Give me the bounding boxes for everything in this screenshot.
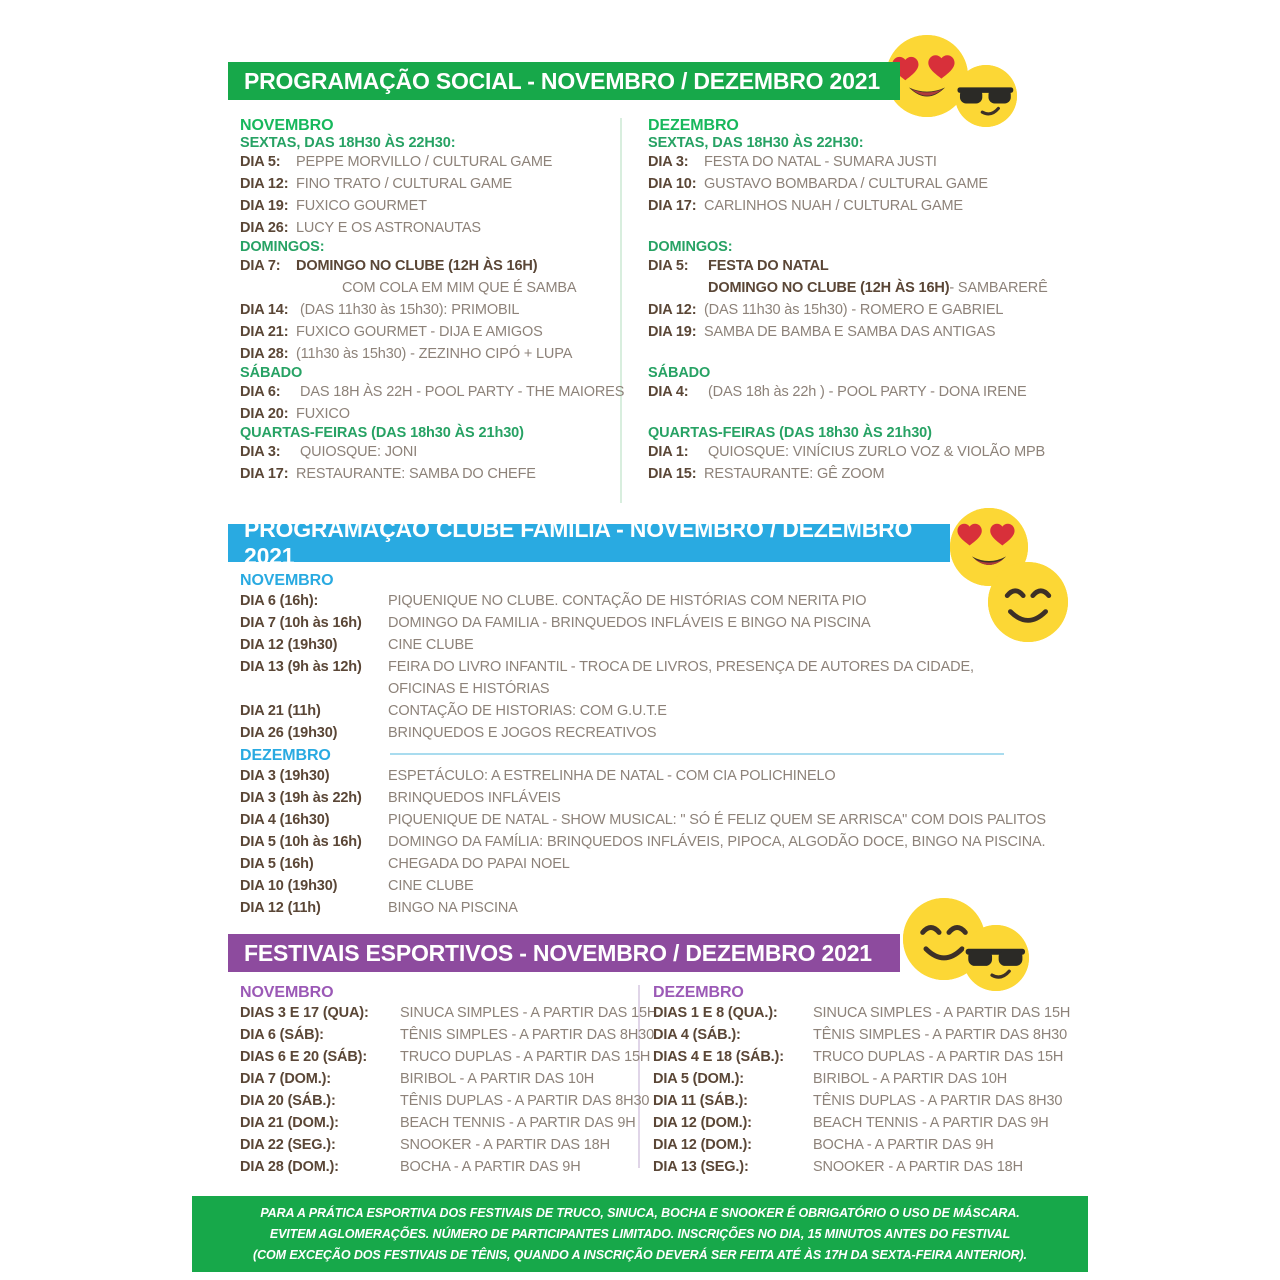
schedule-row (648, 321, 1048, 343)
schedule-row (240, 787, 1060, 809)
schedule-row (240, 809, 1060, 831)
day-label: DIA 5 (10h às 16h) (240, 834, 362, 850)
day-label: DIA 12 (DOM.): (653, 1115, 752, 1131)
schedule-row (240, 441, 620, 463)
schedule-row (240, 1090, 650, 1112)
day-label: DIA 21: (240, 324, 289, 340)
day-label: DIA 12: (648, 302, 697, 318)
schedule-row (240, 321, 620, 343)
day-label: DIA 12 (DOM.): (653, 1137, 752, 1153)
event-text: PEPPE MORVILLO / CULTURAL GAME (296, 154, 553, 170)
event-text: SINUCA SIMPLES - A PARTIR DAS 15H (813, 1005, 1071, 1021)
schedule-row (648, 173, 1048, 195)
event-subtext: OFICINAS E HISTÓRIAS (388, 681, 550, 697)
month-label: NOVEMBRO (240, 117, 334, 134)
day-label: DIA 4 (16h30) (240, 812, 330, 828)
schedule-row (240, 1002, 658, 1024)
month-label: DEZEMBRO (653, 984, 744, 1001)
day-label: DIA 17: (240, 466, 289, 482)
event-text: BRINQUEDOS INFLÁVEIS (388, 790, 561, 806)
event-text: (DAS 18h às 22h ) - POOL PARTY - DONA IRENE (708, 384, 1027, 400)
day-label: DIAS 4 E 18 (SÁB.): (653, 1049, 784, 1065)
footer-line-1: PARA A PRÁTICA ESPORTIVA DOS FESTIVAIS DE TRUCO, SINUCA, BOCHA E SNOOKER É OBRIGATÓRIO O USO DE MÁSCARA. (260, 1205, 1020, 1220)
event-text: TÊNIS SIMPLES - A PARTIR DAS 8H30 (400, 1027, 654, 1043)
event-text: FUXICO GOURMET (296, 198, 427, 214)
event-text: PIQUENIQUE NO CLUBE. CONTAÇÃO DE HISTÓRIAS COM NERITA PIO (388, 593, 867, 609)
schedule-row (240, 381, 625, 403)
day-label: DIA 6 (16h): (240, 593, 319, 609)
schedule-subrow (240, 277, 620, 299)
event-text: BIRIBOL - A PARTIR DAS 10H (813, 1071, 1008, 1087)
event-text: SINUCA SIMPLES - A PARTIR DAS 15H (400, 1005, 658, 1021)
schedule-row (648, 255, 1048, 277)
footer-line-3: (COM EXCEÇÃO DOS FESTIVAIS DE TÊNIS, QUANDO A INSCRIÇÃO DEVERÁ SER FEITA ATÉ ÀS 17H DA SEXTA-FEIRA ANTERIOR). (253, 1247, 1027, 1262)
month-label: NOVEMBRO (240, 984, 334, 1001)
schedule-row (240, 151, 620, 173)
event-text: GUSTAVO BOMBARDA / CULTURAL GAME (704, 176, 988, 192)
day-label: DIA 10 (19h30) (240, 878, 338, 894)
day-label: DIA 10: (648, 176, 697, 192)
event-text: BINGO NA PISCINA (388, 900, 518, 916)
event-subtext-rest: - SAMBARERÊ (949, 280, 1048, 296)
day-label: DIA 11 (SÁB.): (653, 1093, 748, 1109)
day-label: DIA 3: (648, 154, 689, 170)
festivais-column-novembro (240, 984, 658, 1178)
schedule-row (240, 612, 1040, 634)
section-header-social (228, 62, 900, 100)
schedule-row (653, 1046, 1064, 1068)
schedule-row (648, 299, 1048, 321)
event-text: BRINQUEDOS E JOGOS RECREATIVOS (388, 725, 657, 741)
day-label: DIA 7 (DOM.): (240, 1071, 331, 1087)
schedule-subrow (648, 277, 1048, 299)
event-text: BIRIBOL - A PARTIR DAS 10H (400, 1071, 595, 1087)
event-text: FUXICO (296, 406, 350, 422)
event-text: TRUCO DUPLAS - A PARTIR DAS 15H (813, 1049, 1064, 1065)
schedule-row (240, 722, 1040, 744)
day-label: DIA 3: (240, 444, 281, 460)
day-label: DIA 21 (DOM.): (240, 1115, 339, 1131)
event-text: SNOOKER - A PARTIR DAS 18H (813, 1159, 1023, 1175)
day-label: DIA 6: (240, 384, 281, 400)
block-head: DOMINGOS: (240, 239, 325, 255)
schedule-row (240, 217, 620, 239)
schedule-row (240, 1156, 630, 1178)
event-text: CHEGADA DO PAPAI NOEL (388, 856, 570, 872)
event-text: TRUCO DUPLAS - A PARTIR DAS 15H (400, 1049, 651, 1065)
event-text: QUIOSQUE: JONI (300, 444, 418, 460)
day-label: DIA 5 (16h) (240, 856, 314, 872)
schedule-row (653, 1112, 1053, 1134)
day-label: DIA 12 (19h30) (240, 637, 338, 653)
schedule-row (240, 853, 1060, 875)
day-label: DIA 21 (11h) (240, 703, 321, 719)
section-title-festivais: FESTIVAIS ESPORTIVOS - NOVEMBRO / DEZEMBRO 2021 (244, 939, 872, 966)
schedule-row (240, 831, 1060, 853)
month-label: NOVEMBRO (240, 572, 334, 589)
event-text: QUIOSQUE: VINÍCIUS ZURLO VOZ & VIOLÃO MPB (708, 444, 1046, 460)
schedule-row (240, 255, 620, 277)
event-text: SAMBA DE BAMBA E SAMBA DAS ANTIGAS (704, 324, 996, 340)
schedule-row (648, 441, 1048, 463)
event-text: SNOOKER - A PARTIR DAS 18H (400, 1137, 610, 1153)
schedule-row (240, 634, 1040, 656)
day-label: DIA 28: (240, 346, 289, 362)
social-column-novembro (240, 117, 625, 485)
schedule-row (653, 1156, 1053, 1178)
day-label: DIA 7: (240, 258, 281, 274)
section-title-social: PROGRAMAÇÃO SOCIAL - NOVEMBRO / DEZEMBRO 2021 (244, 67, 880, 94)
event-text: ESPETÁCULO: A ESTRELINHA DE NATAL - COM CIA POLICHINELO (388, 768, 836, 784)
event-text: DOMINGO NO CLUBE (12H ÀS 16H) (296, 258, 538, 274)
event-text: CARLINHOS NUAH / CULTURAL GAME (704, 198, 963, 214)
social-column-dezembro (648, 117, 1048, 485)
event-subtext: COM COLA EM MIM QUE É SAMBA (342, 280, 577, 296)
event-text: RESTAURANTE: GÊ ZOOM (704, 466, 885, 482)
schedule-subrow (240, 678, 1040, 700)
event-text: CONTAÇÃO DE HISTORIAS: COM G.U.T.E (388, 703, 667, 719)
schedule-row (240, 1134, 630, 1156)
schedule-row (648, 463, 1048, 485)
day-label: DIA 26 (19h30) (240, 725, 338, 741)
schedule-row (648, 381, 1048, 403)
section-header-festivais (228, 934, 900, 972)
day-label: DIA 22 (SEG.): (240, 1137, 336, 1153)
event-text: BOCHA - A PARTIR DAS 9H (400, 1159, 581, 1175)
event-text: (11h30 às 15h30) - ZEZINHO CIPÓ + LUPA (296, 346, 573, 362)
schedule-row (240, 403, 620, 425)
event-text: TÊNIS DUPLAS - A PARTIR DAS 8H30 (400, 1093, 650, 1109)
event-text: CINE CLUBE (388, 637, 474, 653)
event-text: FESTA DO NATAL - SUMARA JUSTI (704, 154, 937, 170)
day-label: DIA 19: (240, 198, 289, 214)
day-label: DIA 13 (SEG.): (653, 1159, 749, 1175)
schedule-row (653, 1090, 1063, 1112)
day-label: DIA 20 (SÁB.): (240, 1093, 336, 1109)
day-label: DIA 3 (19h às 22h) (240, 790, 362, 806)
day-label: DIA 1: (648, 444, 689, 460)
block-head: SEXTAS, DAS 18H30 ÀS 22H30: (648, 135, 864, 151)
day-label: DIA 3 (19h30) (240, 768, 330, 784)
day-label: DIA 5: (648, 258, 689, 274)
section1-column-divider (620, 118, 622, 503)
familia-group-novembro (240, 572, 1040, 744)
day-label: DIA 17: (648, 198, 697, 214)
event-text: (DAS 11h30 às 15h30) - ROMERO E GABRIEL (704, 302, 1004, 318)
month-label: DEZEMBRO (240, 747, 331, 764)
schedule-row (648, 151, 1048, 173)
event-subtext-bold: DOMINGO NO CLUBE (12H ÀS 16H) (708, 280, 950, 296)
event-text: BOCHA - A PARTIR DAS 9H (813, 1137, 994, 1153)
day-label: DIA 14: (240, 302, 289, 318)
event-text: DAS 18H ÀS 22H - POOL PARTY - THE MAIORES (300, 384, 625, 400)
month-label: DEZEMBRO (648, 117, 739, 134)
footer-notice (192, 1196, 1088, 1272)
schedule-row (240, 765, 1060, 787)
familia-group-dezembro (240, 747, 1060, 919)
event-text: DOMINGO DA FAMILIA - BRINQUEDOS INFLÁVEIS E BINGO NA PISCINA (388, 615, 871, 631)
day-label: DIA 12 (11h) (240, 900, 321, 916)
footer-line-2: EVITEM AGLOMERAÇÕES. NÚMERO DE PARTICIPANTES LIMITADO. INSCRIÇÕES NO DIA, 15 MINUTOS ANTES DO FESTIVAL (269, 1226, 1011, 1241)
day-label: DIAS 3 E 17 (QUA): (240, 1005, 369, 1021)
day-label: DIA 7 (10h às 16h) (240, 615, 362, 631)
schedule-row (240, 299, 620, 321)
day-label: DIA 5 (DOM.): (653, 1071, 744, 1087)
schedule-row (240, 875, 1060, 897)
schedule-row (240, 700, 1040, 722)
event-text: BEACH TENNIS - A PARTIR DAS 9H (813, 1115, 1049, 1131)
block-head: DOMINGOS: (648, 239, 733, 255)
schedule-row (240, 1046, 651, 1068)
day-label: DIA 5: (240, 154, 281, 170)
schedule-row (240, 195, 620, 217)
event-text: CINE CLUBE (388, 878, 474, 894)
day-label: DIA 12: (240, 176, 289, 192)
event-text: TÊNIS DUPLAS - A PARTIR DAS 8H30 (813, 1093, 1063, 1109)
event-text: TÊNIS SIMPLES - A PARTIR DAS 8H30 (813, 1027, 1067, 1043)
event-text: RESTAURANTE: SAMBA DO CHEFE (296, 466, 536, 482)
day-label: DIA 20: (240, 406, 289, 422)
event-text: (DAS 11h30 às 15h30): PRIMOBIL (300, 302, 520, 318)
event-text: BEACH TENNIS - A PARTIR DAS 9H (400, 1115, 636, 1131)
schedule-row (653, 1134, 1053, 1156)
schedule-row (240, 1024, 654, 1046)
event-text: LUCY E OS ASTRONAUTAS (296, 220, 481, 236)
schedule-row (653, 1068, 1053, 1090)
day-label: DIA 4 (SÁB.): (653, 1027, 741, 1043)
spacer (648, 343, 1048, 365)
sunglasses-emoji (963, 925, 1029, 991)
block-head: SÁBADO (648, 365, 711, 381)
schedule-row (648, 195, 1048, 217)
schedule-row (240, 1068, 630, 1090)
day-label: DIA 26: (240, 220, 289, 236)
spacer (648, 217, 1048, 239)
spacer (648, 403, 1048, 425)
schedule-row (653, 1024, 1067, 1046)
festivais-column-dezembro (653, 984, 1071, 1178)
schedule-row (240, 656, 1040, 678)
day-label: DIAS 1 E 8 (QUA.): (653, 1005, 778, 1021)
block-head: SÁBADO (240, 365, 303, 381)
day-label: DIAS 6 E 20 (SÁB): (240, 1049, 368, 1065)
day-label: DIA 19: (648, 324, 697, 340)
schedule-row (240, 343, 620, 365)
schedule-row (653, 1002, 1071, 1024)
day-label: DIA 15: (648, 466, 697, 482)
event-text: FUXICO GOURMET - DIJA E AMIGOS (296, 324, 543, 340)
block-head: QUARTAS-FEIRAS (DAS 18h30 ÀS 21h30) (648, 425, 932, 441)
event-text: DOMINGO DA FAMÍLIA: BRINQUEDOS INFLÁVEIS, PIPOCA, ALGODÃO DOCE, BINGO NA PISCINA. (388, 834, 1046, 850)
event-text: FESTA DO NATAL (708, 258, 829, 274)
day-label: DIA 13 (9h às 12h) (240, 659, 362, 675)
schedule-row (240, 463, 620, 485)
section-title-clube-familia: PROGRAMAÇÃO CLUBE FAMÍLIA - NOVEMBRO / DEZEMBRO 2021 (244, 516, 913, 569)
section-header-clube-familia (228, 516, 950, 569)
schedule-row (240, 173, 620, 195)
block-head: QUARTAS-FEIRAS (DAS 18h30 ÀS 21h30) (240, 425, 524, 441)
day-label: DIA 6 (SÁB): (240, 1027, 324, 1043)
event-text: FEIRA DO LIVRO INFANTIL - TROCA DE LIVROS, PRESENÇA DE AUTORES DA CIDADE, (388, 659, 974, 675)
schedule-row (240, 1112, 636, 1134)
event-text: PIQUENIQUE DE NATAL - SHOW MUSICAL: " SÓ É FELIZ QUEM SE ARRISCA" COM DOIS PALITOS (388, 812, 1046, 828)
block-head: SEXTAS, DAS 18H30 ÀS 22H30: (240, 135, 456, 151)
day-label: DIA 28 (DOM.): (240, 1159, 339, 1175)
schedule-row (240, 590, 1040, 612)
event-text: FINO TRATO / CULTURAL GAME (296, 176, 513, 192)
day-label: DIA 4: (648, 384, 689, 400)
